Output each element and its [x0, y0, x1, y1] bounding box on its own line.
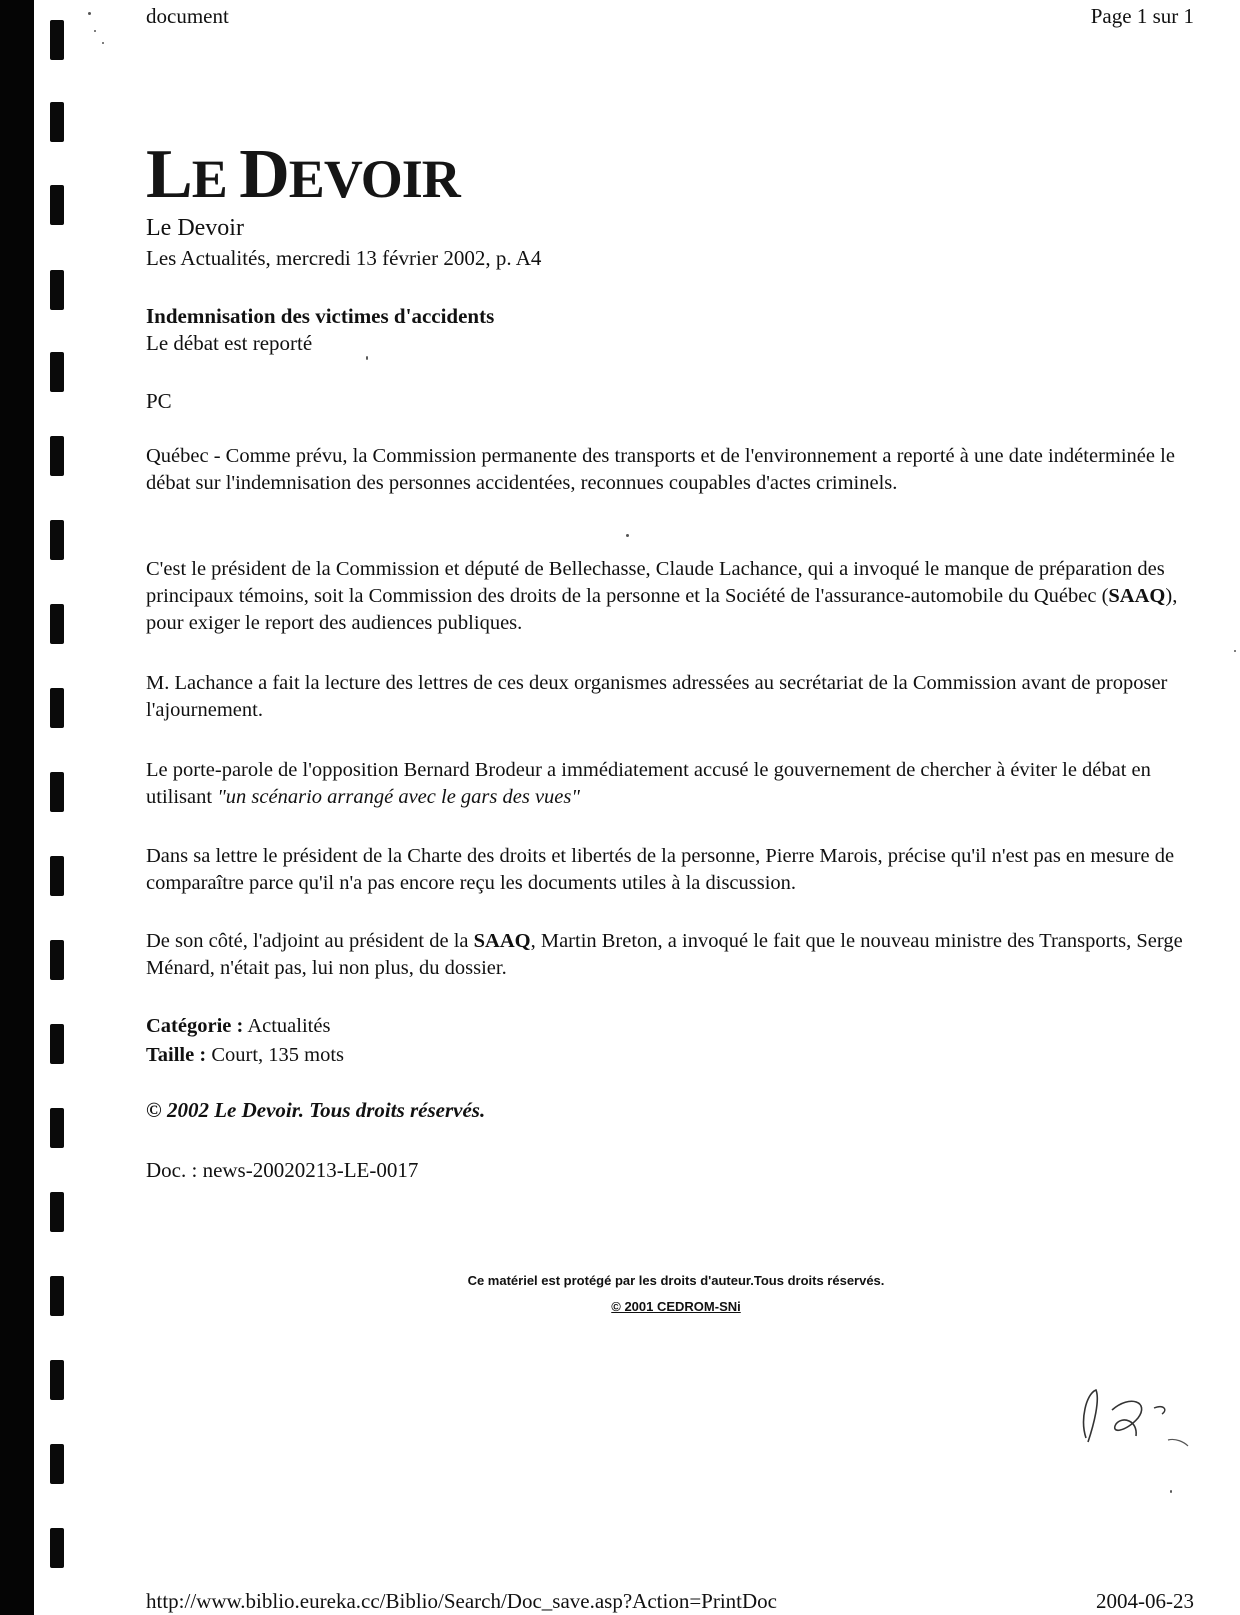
article-paragraph-5: Dans sa lettre le président de la Charte des droits et libertés de la personne, Pierre Marois, précise qu'il n'est pas en mesure de comparaître parce qu'il n'a pas encore reçu les documents utiles à la discussion.	[146, 845, 1175, 894]
binder-hole	[50, 1192, 64, 1232]
scan-speck	[88, 12, 91, 15]
binder-hole	[50, 1528, 64, 1568]
scan-speck	[102, 42, 104, 44]
category-label: Catégorie :	[146, 1015, 244, 1037]
binder-hole	[50, 688, 64, 728]
scan-speck	[1234, 650, 1236, 652]
size-label: Taille :	[146, 1044, 207, 1066]
scan-speck	[1170, 1490, 1172, 1493]
article-metadata	[146, 1012, 1206, 1070]
logo-letters-evoir: EVOIR	[288, 149, 460, 209]
cedrom-link[interactable]: © 2001 CEDROM-SNi	[611, 1299, 741, 1314]
binder-hole	[50, 352, 64, 392]
category-value: Actualités	[247, 1015, 331, 1037]
article-paragraph-6	[146, 928, 1206, 982]
binder-hole	[50, 520, 64, 560]
binder-hole	[50, 856, 64, 896]
binder-hole	[50, 940, 64, 980]
article-author: PC	[146, 389, 172, 413]
publication-line: Les Actualités, mercredi 13 février 2002, p. A4	[146, 246, 542, 270]
print-footer-date: 2004-06-23	[1096, 1589, 1194, 1613]
paragraph-quote: "un scénario arrangé avec le gars des vues"	[217, 786, 580, 808]
scan-speck	[626, 534, 629, 537]
binder-hole	[50, 270, 64, 310]
handwritten-mark	[1072, 1380, 1192, 1460]
print-footer-url[interactable]: http://www.biblio.eureka.cc/Biblio/Search/Doc_save.asp?Action=PrintDoc	[146, 1589, 777, 1613]
binder-hole	[50, 185, 64, 225]
print-header-title: document	[146, 4, 229, 28]
paragraph-text: C'est le président de la Commission et député de Bellechasse, Claude Lachance, qui a invoqué le manque de préparation des principaux témoins, soit la Commission des droits de la personne et la Société de l'assurance-automobile du Québec (	[146, 558, 1165, 607]
article-subheadline: Le débat est reporté	[146, 331, 313, 355]
paragraph-text: De son côté, l'adjoint au président de la	[146, 930, 474, 952]
article-paragraph-3: M. Lachance a fait la lecture des lettres de ces deux organismes adressées au secrétariat de la Commission avant de proposer l'ajournement.	[146, 672, 1168, 721]
newspaper-logo	[146, 136, 460, 213]
size-value: Court, 135 mots	[211, 1044, 345, 1066]
article-paragraph-2	[146, 556, 1206, 637]
binder-hole	[50, 604, 64, 644]
logo-letter-l: L	[146, 136, 192, 213]
binder-hole	[50, 1444, 64, 1484]
article-headline: Indemnisation des victimes d'accidents	[146, 304, 495, 328]
document-id: Doc. : news-20020213-LE-0017	[146, 1158, 419, 1182]
cedrom-notice	[146, 1268, 1206, 1320]
paragraph-text: Le porte-parole de l'opposition Bernard Brodeur a immédiatement accusé le gouvernement de chercher à éviter le débat en utilisant	[146, 759, 1151, 808]
binder-hole	[50, 1276, 64, 1316]
source-name: Le Devoir	[146, 215, 244, 241]
cedrom-line-1: Ce matériel est protégé par les droits d'auteur.Tous droits réservés.	[467, 1273, 885, 1288]
paragraph-bold-saaq: SAAQ	[473, 930, 531, 952]
binder-holes	[50, 0, 70, 1615]
binder-hole	[50, 1024, 64, 1064]
binder-edge	[0, 0, 34, 1615]
paragraph-text: ), pour exiger le report des audiences publiques.	[146, 585, 1178, 634]
scan-speck	[94, 30, 96, 32]
paragraph-bold-saaq: SAAQ	[1108, 585, 1166, 607]
article-paragraph-1: Québec - Comme prévu, la Commission permanente des transports et de l'environnement a reporté à une date indéterminée le débat sur l'indemnisation des personnes accidentées, reconnues coupables d'actes criminels.	[146, 445, 1175, 494]
binder-hole	[50, 1360, 64, 1400]
category-row	[146, 1012, 1206, 1041]
binder-hole	[50, 436, 64, 476]
binder-hole	[50, 102, 64, 142]
print-header-page: Page 1 sur 1	[1090, 4, 1194, 28]
binder-hole	[50, 20, 64, 60]
binder-hole	[50, 772, 64, 812]
logo-letter-d: D	[239, 136, 289, 213]
size-row	[146, 1041, 1206, 1070]
copyright-notice: © 2002 Le Devoir. Tous droits réservés.	[146, 1098, 486, 1122]
paragraph-text: , Martin Breton, a invoqué le fait que le nouveau ministre des Transports, Serge Ménard, n'était pas, lui non plus, du dossier.	[146, 930, 1183, 979]
binder-hole	[50, 1108, 64, 1148]
article-paragraph-4	[146, 757, 1206, 811]
logo-letter-e: E	[191, 149, 227, 209]
